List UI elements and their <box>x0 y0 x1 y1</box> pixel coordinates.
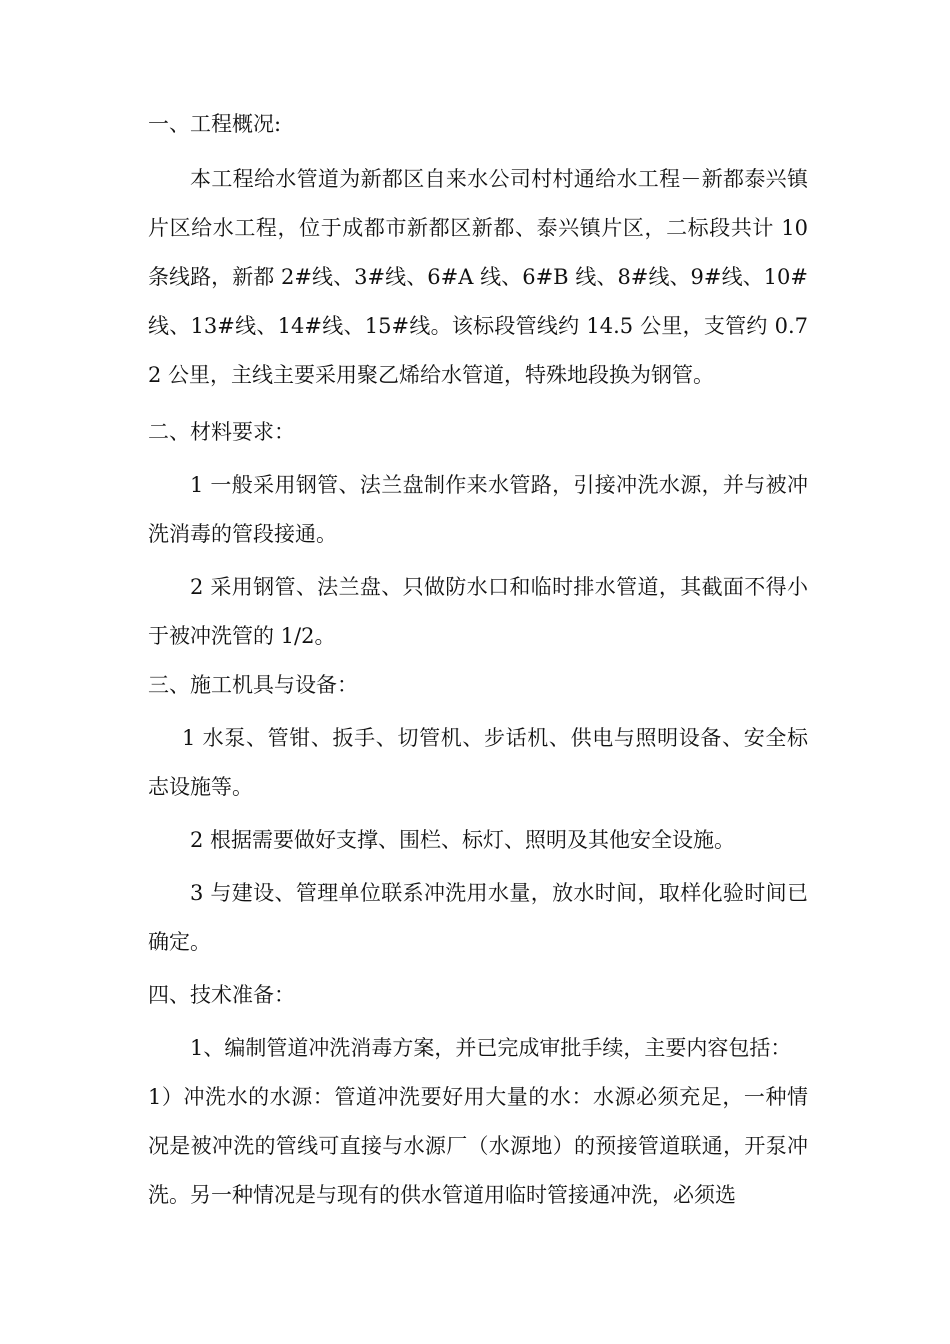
materials-item-2: 2 采用钢管、法兰盘、只做防水口和临时排水管道，其截面不得小于被冲洗管的 1/2。 <box>148 575 808 648</box>
section-heading-overview: 一、工程概况: <box>148 112 282 136</box>
section-heading-equipment: 三、施工机具与设备： <box>148 673 358 697</box>
equipment-item-2: 2 根据需要做好支撑、围栏、标灯、照明及其他安全设施。 <box>190 828 736 852</box>
overview-paragraph: 本工程给水管道为新都区自来水公司村村通给水工程－新都泰兴镇片区给水工程，位于成都市新都区新都、泰兴镇片区，二标段共计 10 条线路，新都 2#线、3#线、6#A 线、6#B 线、8#线、9#线、10#线、13#线、14#线、15#线。该标段管线约 14.5 公里，支管约 0.72 公里，主线主要采用聚乙烯给水管道，特殊地段换为钢管。 <box>148 167 808 387</box>
technical-item-1: 1、编制管道冲洗消毒方案，并已完成审批手续，主要内容包括： <box>190 1036 792 1060</box>
equipment-item-1: 1 水泵、管钳、扳手、切管机、步话机、供电与照明设备、安全标志设施等。 <box>148 726 808 799</box>
equipment-item-3: 3 与建设、管理单位联系冲洗用水量，放水时间，取样化验时间已确定。 <box>148 881 808 954</box>
section-heading-materials: 二、材料要求： <box>148 420 295 444</box>
technical-item-1-sub-1: 1）冲洗水的水源：管道冲洗要好用大量的水：水源必须充足，一种情况是被冲洗的管线可直接与水源厂（水源地）的预接管道联通，开泵冲洗。另一种情况是与现有的供水管道用临时管接通冲洗，必须选 <box>148 1085 808 1207</box>
section-heading-technical: 四、技术准备： <box>148 983 295 1007</box>
document-page <box>148 100 808 1220</box>
materials-item-1: 1 一般采用钢管、法兰盘制作来水管路，引接冲洗水源，并与被冲洗消毒的管段接通。 <box>148 473 808 546</box>
